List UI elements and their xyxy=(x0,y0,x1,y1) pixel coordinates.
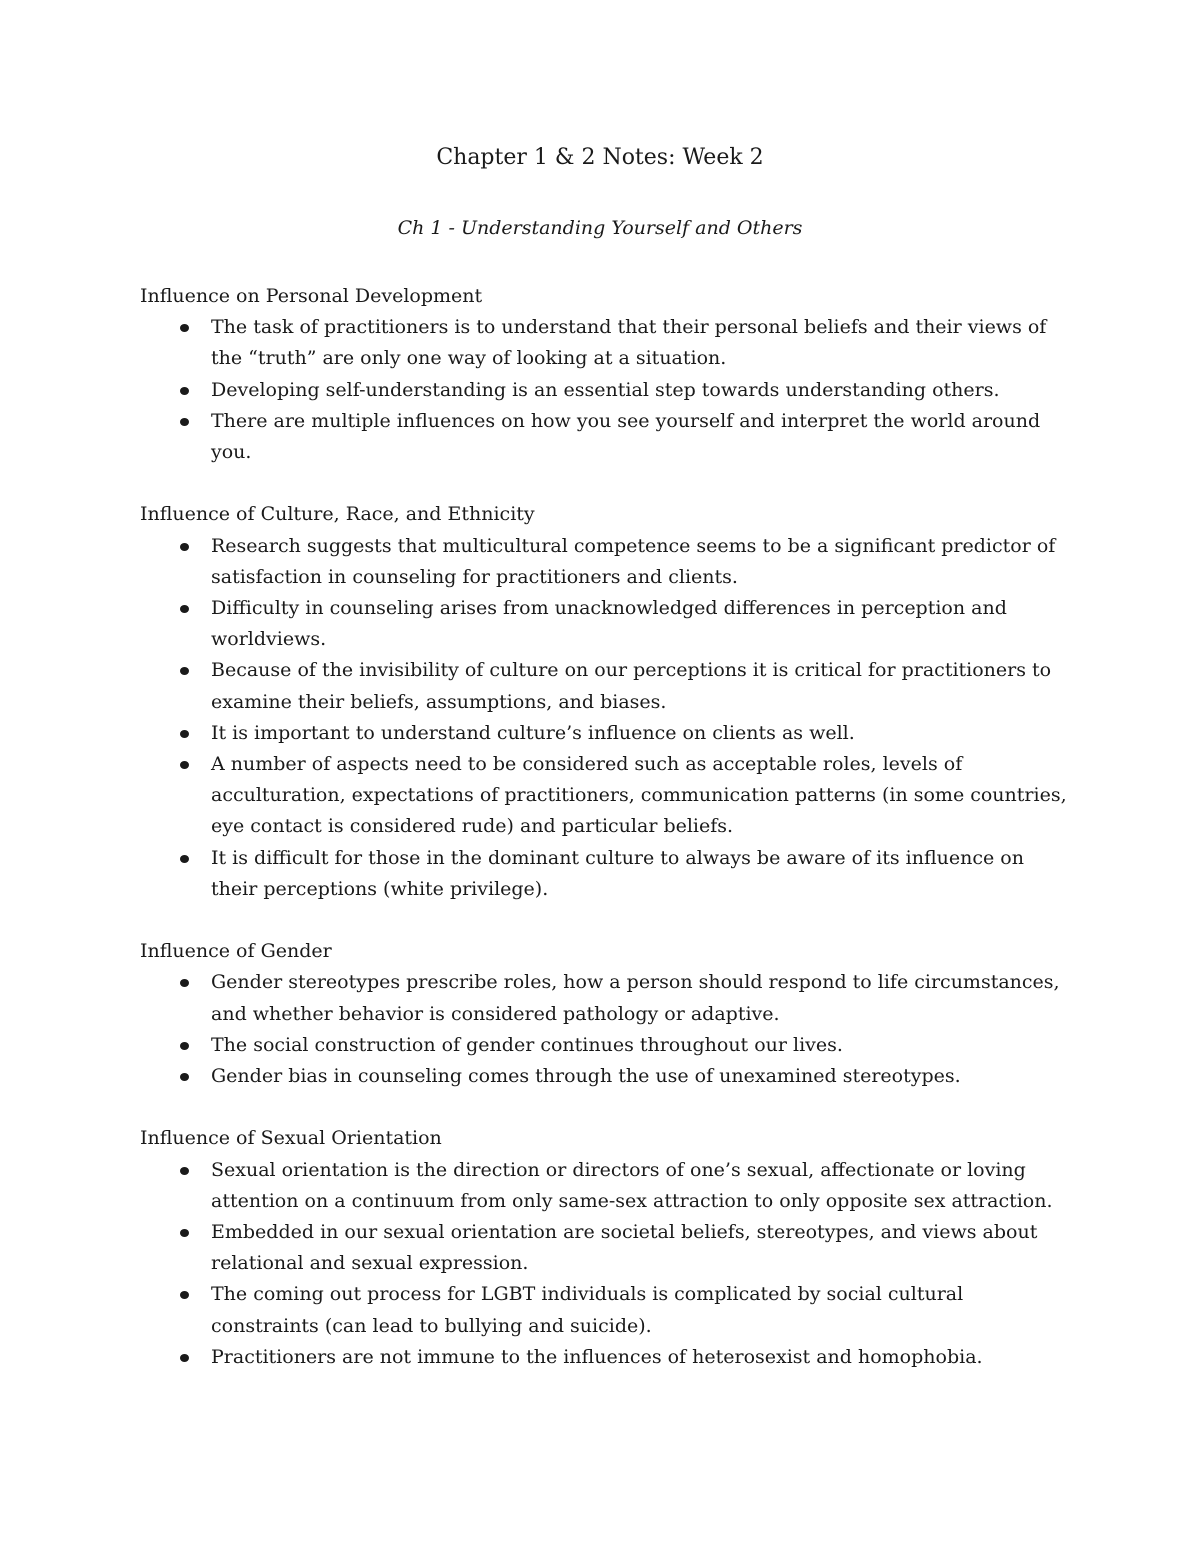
list-item-text: The coming out process for LGBT individuals is complicated by social cultural constraints (can lead to bullying and suicide). xyxy=(211,1283,964,1337)
bullet-list xyxy=(140,967,1070,1092)
bullet-icon xyxy=(180,855,189,863)
section-heading: Influence of Gender xyxy=(140,940,332,963)
section-culture-race-ethnicity xyxy=(140,499,1070,905)
list-item xyxy=(140,1030,1070,1061)
document-subtitle: Ch 1 - Understanding Yourself and Others xyxy=(397,217,803,239)
list-item-text: Embedded in our sexual orientation are societal beliefs, stereotypes, and views about relational and sexual expression. xyxy=(211,1221,1038,1275)
section-heading: Influence on Personal Development xyxy=(140,285,483,307)
list-item-text: Research suggests that multicultural competence seems to be a significant predictor of satisfaction in counseling for practitioners and clients. xyxy=(211,534,1056,588)
bullet-icon xyxy=(180,324,189,332)
section-personal-development xyxy=(140,281,1070,468)
list-item-text: Sexual orientation is the direction or directors of one’s sexual, affectionate or loving attention on a continuum from only same-sex attraction to only opposite sex attraction. xyxy=(211,1158,1053,1212)
bullet-list xyxy=(140,312,1070,468)
bullet-icon xyxy=(180,1229,189,1237)
list-item xyxy=(140,1155,1070,1217)
section-sexual-orientation xyxy=(140,1123,1070,1373)
bullet-icon xyxy=(180,1354,189,1362)
bullet-icon xyxy=(180,761,189,769)
list-item-text: A number of aspects need to be considered such as acceptable roles, levels of acculturation, expectations of practitioners, communication patterns (in some countries, eye contact is considered rude) and particular beliefs. xyxy=(211,753,1067,838)
list-item xyxy=(140,1217,1070,1279)
bullet-icon xyxy=(180,543,189,551)
bullet-icon xyxy=(180,979,189,987)
list-item-text: Developing self-understanding is an essential step towards understanding others. xyxy=(211,378,1000,401)
section-heading: Influence of Culture, Race, and Ethnicity xyxy=(140,503,535,526)
bullet-icon xyxy=(180,1291,189,1299)
list-item xyxy=(140,655,1070,717)
bullet-list xyxy=(140,1155,1070,1373)
bullet-icon xyxy=(180,1042,189,1050)
bullet-list xyxy=(140,531,1070,905)
list-item-text: There are multiple influences on how you see yourself and interpret the world around you. xyxy=(211,409,1041,464)
list-item-text: The social construction of gender continues throughout our lives. xyxy=(211,1033,843,1056)
bullet-icon xyxy=(180,418,189,426)
list-item-text: Because of the invisibility of culture on our perceptions it is critical for practitioners to examine their beliefs, assumptions, and biases. xyxy=(211,659,1052,713)
list-item xyxy=(140,1279,1070,1341)
bullet-icon xyxy=(180,605,189,613)
bullet-icon xyxy=(180,1167,189,1175)
bullet-icon xyxy=(180,730,189,738)
document-title: Chapter 1 & 2 Notes: Week 2 xyxy=(436,145,764,170)
list-item xyxy=(140,531,1070,593)
list-item xyxy=(140,967,1070,1029)
list-item xyxy=(140,406,1070,468)
list-item xyxy=(140,312,1070,374)
bullet-icon xyxy=(180,667,189,675)
list-item xyxy=(140,749,1070,843)
list-item-text: Practitioners are not immune to the influences of heterosexist and homophobia. xyxy=(211,1345,983,1368)
list-item xyxy=(140,1342,1070,1373)
list-item-text: It is difficult for those in the dominant culture to always be aware of its influence on their perceptions (white privilege). xyxy=(211,846,1024,900)
bullet-icon xyxy=(180,1073,189,1081)
list-item-text: Difficulty in counseling arises from unacknowledged differences in perception and worldviews. xyxy=(211,597,1007,651)
list-item xyxy=(140,718,1070,749)
list-item-text: The task of practitioners is to understand that their personal beliefs and their views of the “truth” are only one way of looking at a situation. xyxy=(211,316,1047,370)
document-body xyxy=(140,281,1070,1404)
list-item-text: Gender bias in counseling comes through the use of unexamined stereotypes. xyxy=(211,1065,961,1088)
list-item xyxy=(140,1061,1070,1092)
section-gender xyxy=(140,936,1070,1092)
list-item-text: It is important to understand culture’s influence on clients as well. xyxy=(211,721,855,744)
list-item xyxy=(140,593,1070,655)
list-item xyxy=(140,375,1070,406)
section-heading: Influence of Sexual Orientation xyxy=(140,1127,442,1150)
list-item xyxy=(140,843,1070,905)
list-item-text: Gender stereotypes prescribe roles, how a person should respond to life circumstances, and whether behavior is considered pathology or adaptive. xyxy=(211,971,1060,1025)
bullet-icon xyxy=(180,387,189,395)
